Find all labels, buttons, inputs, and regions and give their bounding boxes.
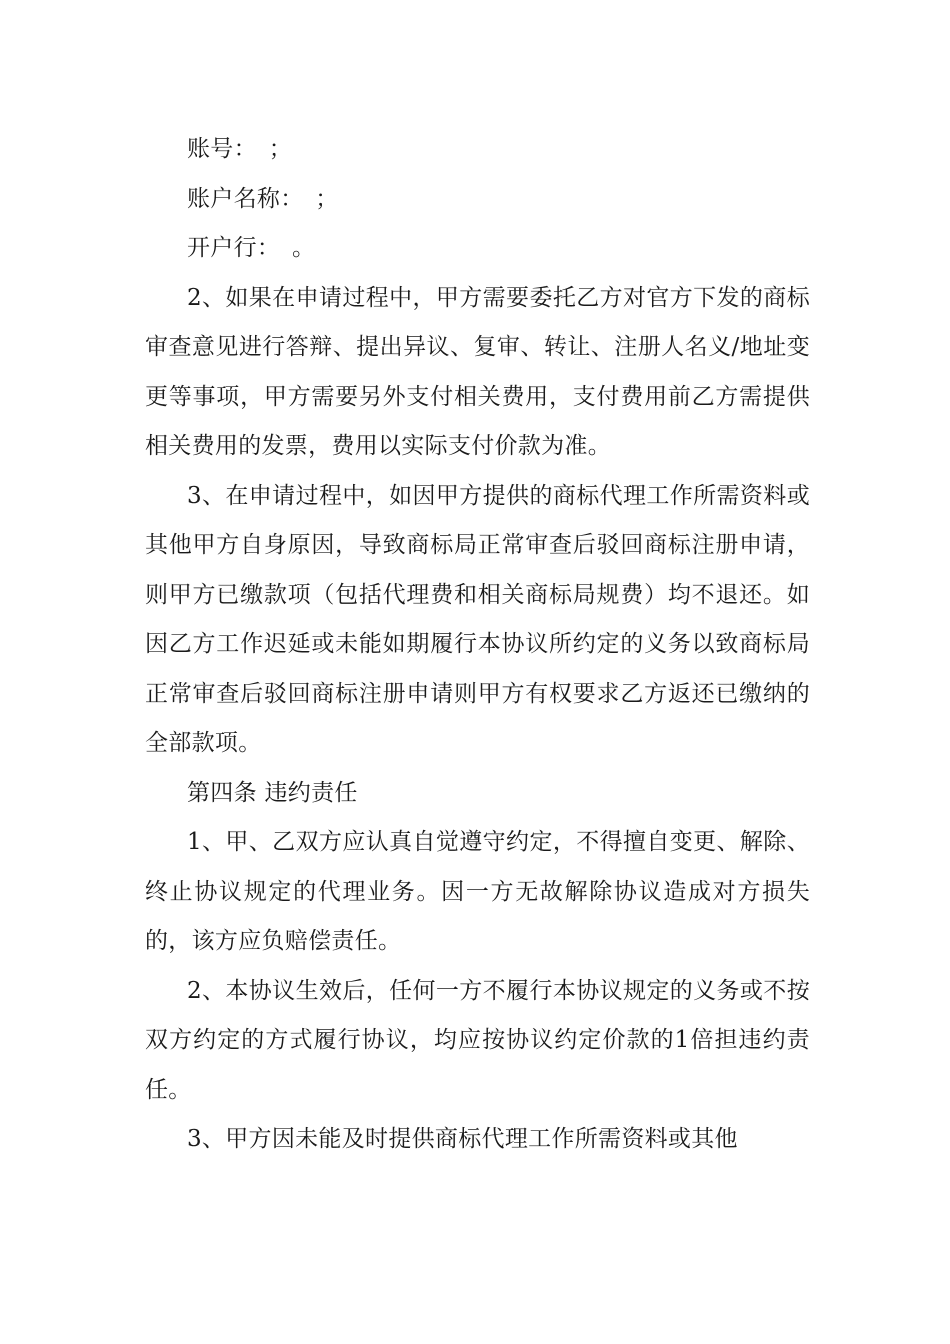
document-body [145,125,810,1165]
article-four-clause-2: 2、本协议生效后，任何一方不履行本协议规定的义务或不按双方约定的方式履行协议，均应按协议约定价款的1倍担违约责任。 [145,977,810,1103]
account-name-line: 账户名称： ； [187,185,339,212]
article-four-clause-1: 1、甲、乙双方应认真自觉遵守约定，不得擅自变更、解除、终止协议规定的代理业务。因一方无故解除协议造成对方损失的，该方应负赔偿责任。 [145,829,810,954]
paragraph-additional-fees: 2、如果在申请过程中，甲方需要委托乙方对官方下发的商标审查意见进行答辩、提出异议、复审、转让、注册人名义/地址变更等事项，甲方需要另外支付相关费用，支付费用前乙方需提供相关费用的发票，费用以实际支付价款为准。 [145,284,810,459]
bank-line: 开户行： 。 [187,235,316,261]
account-number-line: 账号： ； [187,136,292,162]
paragraph-refund-terms: 3、在申请过程中，如因甲方提供的商标代理工作所需资料或其他甲方自身原因，导致商标局正常审查后驳回商标注册申请，则甲方已缴款项（包括代理费和相关商标局规费）均不退还。如因乙方工作迟延或未能如期履行本协议所约定的义务以致商标局正常审查后驳回商标注册申请则甲方有权要求乙方返还已缴纳的全部款项。 [145,482,810,756]
article-four-heading: 第四条 违约责任 [187,779,358,806]
article-four-clause-3: 3、甲方因未能及时提供商标代理工作所需资料或其他 [187,1126,738,1152]
